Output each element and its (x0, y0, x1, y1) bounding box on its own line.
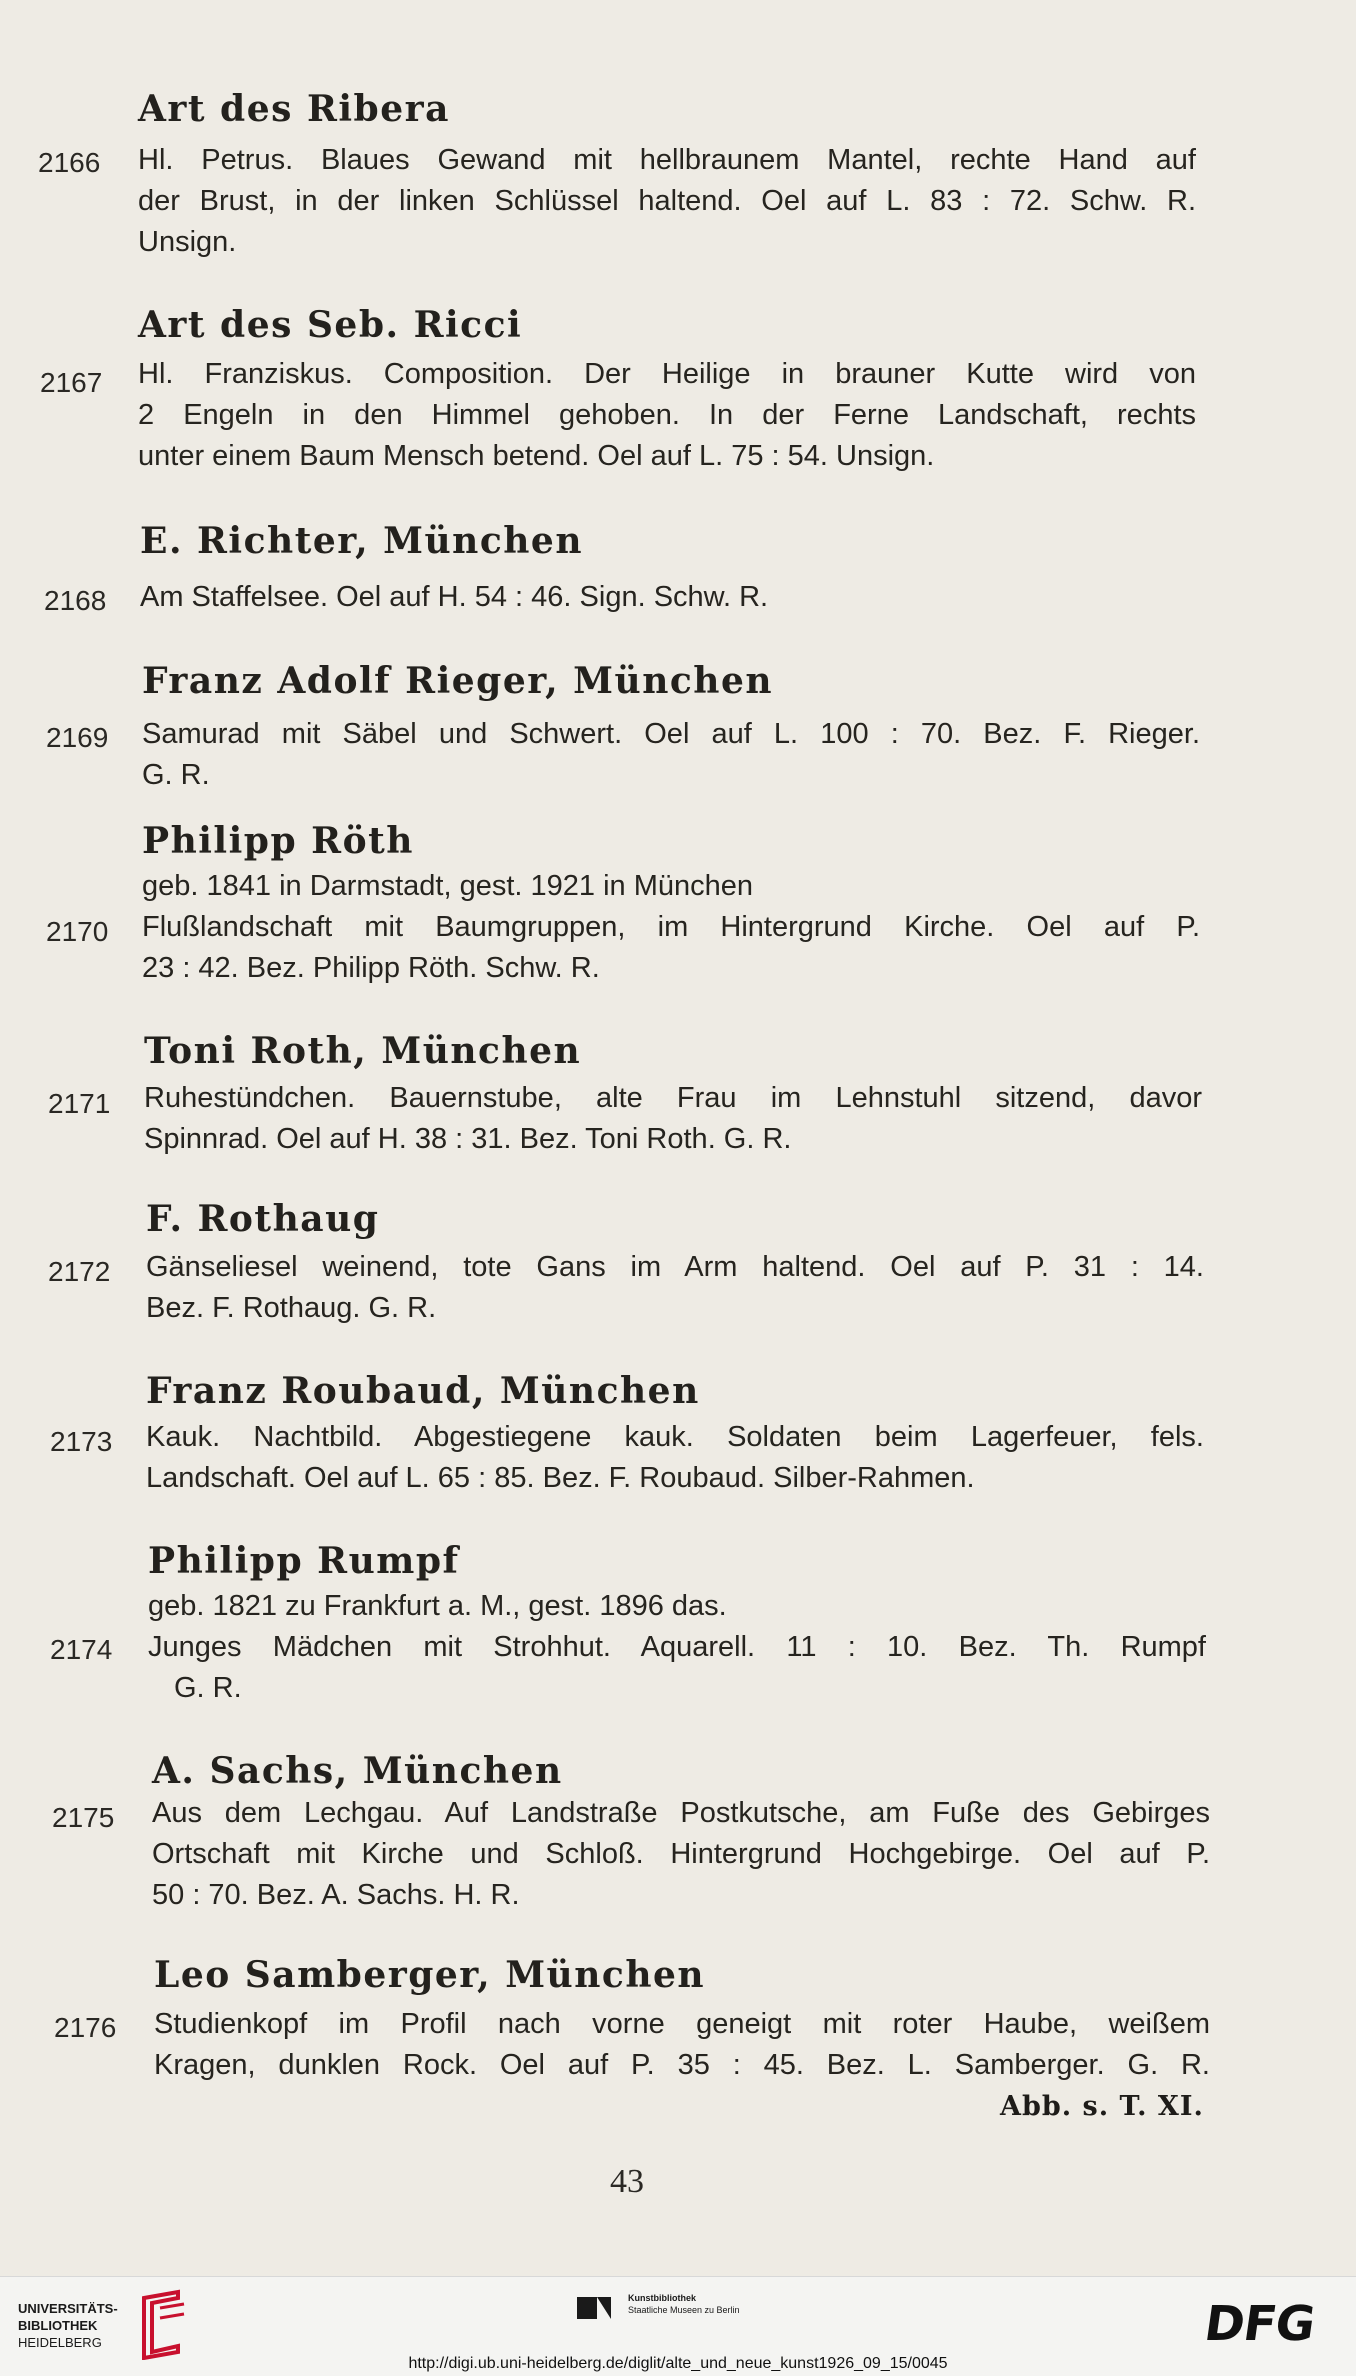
artist-biography: geb. 1821 zu Frankfurt a. M., gest. 1896 das. (148, 1590, 727, 1622)
entry-line: Ruhestündchen. Bauernstube, alte Frau im Lehnstuhl sitzend, davor (144, 1082, 1202, 1114)
lot-number: 2170 (46, 916, 109, 947)
artist-heading: Franz Adolf Rieger, München (142, 660, 774, 702)
artist-heading: Philipp Röth (142, 820, 414, 862)
entry-line: Junges Mädchen mit Strohhut. Aquarell. 11 : 10. Bez. Th. Rumpf (148, 1631, 1206, 1663)
lot-number: 2168 (44, 585, 107, 616)
plate-reference: Abb. s. T. XI. (1000, 2091, 1204, 2122)
library-name-line: HEIDELBERG (18, 2335, 102, 2350)
entry-line: G. R. (174, 1672, 242, 1704)
lot-number: 2172 (48, 1256, 111, 1287)
artist-heading: Leo Samberger, München (154, 1954, 706, 1996)
lot-number: 2171 (48, 1088, 111, 1119)
entry-line: Gänseliesel weinend, tote Gans im Arm haltend. Oel auf P. 31 : 14. (146, 1251, 1204, 1283)
entry-line: Landschaft. Oel auf L. 65 : 85. Bez. F. Roubaud. Silber-Rahmen. (146, 1462, 975, 1494)
entry-line: der Brust, in der linken Schlüssel haltend. Oel auf L. 83 : 72. Schw. R. (138, 185, 1196, 217)
artist-heading: Art des Ribera (138, 88, 450, 130)
kb-subtitle: Staatliche Museen zu Berlin (628, 2305, 740, 2315)
artist-heading: Franz Roubaud, München (146, 1370, 700, 1412)
artist-heading: A. Sachs, München (152, 1750, 563, 1792)
lot-number: 2167 (40, 367, 103, 398)
artist-heading: Art des Seb. Ricci (138, 304, 523, 346)
lot-number: 2166 (38, 147, 101, 178)
entry-line: Hl. Franziskus. Composition. Der Heilige in brauner Kutte wird von (138, 358, 1196, 390)
artist-heading: Toni Roth, München (144, 1030, 582, 1072)
entry-line: Bez. F. Rothaug. G. R. (146, 1292, 437, 1324)
page-number: 43 (610, 2163, 644, 2200)
university-library-logo-icon (138, 2288, 190, 2360)
artist-biography: geb. 1841 in Darmstadt, gest. 1921 in München (142, 870, 753, 902)
lot-number: 2173 (50, 1426, 113, 1457)
lot-number: 2176 (54, 2012, 117, 2043)
entry-line: 23 : 42. Bez. Philipp Röth. Schw. R. (142, 952, 600, 984)
dfg-logo: DFG (1201, 2296, 1318, 2352)
lot-number: 2174 (50, 1634, 113, 1665)
kunstbibliothek-logo-icon (577, 2293, 621, 2323)
artist-heading: Philipp Rumpf (148, 1540, 460, 1582)
artist-heading: E. Richter, München (140, 520, 584, 562)
entry-line: Kauk. Nachtbild. Abgestiegene kauk. Soldaten beim Lagerfeuer, fels. (146, 1421, 1204, 1453)
entry-line: G. R. (142, 759, 210, 791)
entry-line: Samurad mit Säbel und Schwert. Oel auf L. 100 : 70. Bez. F. Rieger. (142, 718, 1200, 750)
entry-line: Flußlandschaft mit Baumgruppen, im Hintergrund Kirche. Oel auf P. (142, 911, 1200, 943)
entry-line: Kragen, dunklen Rock. Oel auf P. 35 : 45. Bez. L. Samberger. G. R. (154, 2049, 1210, 2081)
lot-number: 2175 (52, 1802, 115, 1833)
entry-line: 2 Engeln in den Himmel gehoben. In der Ferne Landschaft, rechts (138, 399, 1196, 431)
permalink-url[interactable]: http://digi.ub.uni-heidelberg.de/diglit/alte_und_neue_kunst1926_09_15/0045 (408, 2355, 948, 2372)
university-library-logo-text (18, 2300, 148, 2351)
lot-number: 2169 (46, 722, 109, 753)
entry-line: 50 : 70. Bez. A. Sachs. H. R. (152, 1879, 520, 1911)
entry-line: Unsign. (138, 226, 237, 258)
entry-line: Spinnrad. Oel auf H. 38 : 31. Bez. Toni Roth. G. R. (144, 1123, 792, 1155)
kb-title: Kunstbibliothek (628, 2293, 696, 2303)
entry-line: Am Staffelsee. Oel auf H. 54 : 46. Sign. Schw. R. (140, 581, 769, 613)
entry-line: Hl. Petrus. Blaues Gewand mit hellbraunem Mantel, rechte Hand auf (138, 144, 1196, 176)
entry-line: Aus dem Lechgau. Auf Landstraße Postkutsche, am Fuße des Gebirges (152, 1797, 1210, 1829)
kunstbibliothek-logo-text (628, 2292, 740, 2316)
entry-line: Ortschaft mit Kirche und Schloß. Hintergrund Hochgebirge. Oel auf P. (152, 1838, 1210, 1870)
library-name-line: UNIVERSITÄTS- (18, 2301, 118, 2316)
entry-line: unter einem Baum Mensch betend. Oel auf L. 75 : 54. Unsign. (138, 440, 935, 472)
library-name-line: BIBLIOTHEK (18, 2318, 98, 2333)
entry-line: Studienkopf im Profil nach vorne geneigt mit roter Haube, weißem (154, 2008, 1210, 2040)
artist-heading: F. Rothaug (146, 1198, 380, 1240)
